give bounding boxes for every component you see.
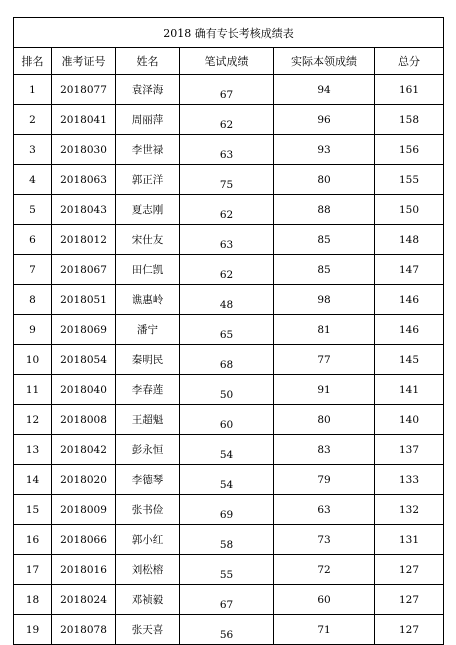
table-row xyxy=(14,495,444,525)
table-row xyxy=(14,105,444,135)
cell-exam-id: 2018051 xyxy=(52,285,116,315)
cell-rank: 9 xyxy=(14,315,52,345)
cell-total-score: 161 xyxy=(375,75,444,105)
cell-name: 秦明民 xyxy=(116,345,180,375)
cell-practical-score: 79 xyxy=(274,465,375,495)
cell-exam-id: 2018042 xyxy=(52,435,116,465)
cell-written-score: 54 xyxy=(180,435,274,465)
cell-name: 周丽萍 xyxy=(116,105,180,135)
cell-practical-score: 73 xyxy=(274,525,375,555)
table-row xyxy=(14,435,444,465)
cell-total-score: 145 xyxy=(375,345,444,375)
cell-practical-score: 98 xyxy=(274,285,375,315)
cell-practical-score: 80 xyxy=(274,405,375,435)
cell-total-score: 133 xyxy=(375,465,444,495)
header-total-score: 总分 xyxy=(375,48,444,75)
cell-total-score: 127 xyxy=(375,585,444,615)
table-row xyxy=(14,165,444,195)
header-practical-score: 实际本领成绩 xyxy=(274,48,375,75)
cell-rank: 16 xyxy=(14,525,52,555)
cell-practical-score: 94 xyxy=(274,75,375,105)
cell-exam-id: 2018030 xyxy=(52,135,116,165)
header-written-score: 笔试成绩 xyxy=(180,48,274,75)
cell-total-score: 137 xyxy=(375,435,444,465)
cell-total-score: 158 xyxy=(375,105,444,135)
cell-total-score: 127 xyxy=(375,555,444,585)
cell-total-score: 131 xyxy=(375,525,444,555)
cell-name: 郭正洋 xyxy=(116,165,180,195)
cell-exam-id: 2018009 xyxy=(52,495,116,525)
cell-total-score: 147 xyxy=(375,255,444,285)
cell-practical-score: 83 xyxy=(274,435,375,465)
cell-exam-id: 2018041 xyxy=(52,105,116,135)
cell-rank: 3 xyxy=(14,135,52,165)
cell-name: 宋仕友 xyxy=(116,225,180,255)
cell-practical-score: 91 xyxy=(274,375,375,405)
cell-rank: 8 xyxy=(14,285,52,315)
cell-total-score: 141 xyxy=(375,375,444,405)
cell-written-score: 54 xyxy=(180,465,274,495)
cell-name: 刘松榕 xyxy=(116,555,180,585)
cell-practical-score: 85 xyxy=(274,225,375,255)
cell-practical-score: 85 xyxy=(274,255,375,285)
cell-practical-score: 96 xyxy=(274,105,375,135)
table-title: 2018 确有专长考核成绩表 xyxy=(14,18,444,48)
cell-written-score: 69 xyxy=(180,495,274,525)
cell-rank: 11 xyxy=(14,375,52,405)
cell-total-score: 148 xyxy=(375,225,444,255)
score-table xyxy=(13,17,444,645)
cell-practical-score: 93 xyxy=(274,135,375,165)
table-row xyxy=(14,225,444,255)
cell-rank: 7 xyxy=(14,255,52,285)
cell-total-score: 140 xyxy=(375,405,444,435)
cell-exam-id: 2018063 xyxy=(52,165,116,195)
cell-name: 李德琴 xyxy=(116,465,180,495)
score-sheet xyxy=(13,17,443,645)
cell-written-score: 60 xyxy=(180,405,274,435)
cell-written-score: 62 xyxy=(180,105,274,135)
cell-total-score: 150 xyxy=(375,195,444,225)
cell-total-score: 146 xyxy=(375,315,444,345)
cell-practical-score: 72 xyxy=(274,555,375,585)
cell-exam-id: 2018016 xyxy=(52,555,116,585)
cell-written-score: 75 xyxy=(180,165,274,195)
cell-written-score: 50 xyxy=(180,375,274,405)
cell-rank: 14 xyxy=(14,465,52,495)
cell-practical-score: 77 xyxy=(274,345,375,375)
cell-name: 田仁凯 xyxy=(116,255,180,285)
cell-exam-id: 2018020 xyxy=(52,465,116,495)
cell-exam-id: 2018043 xyxy=(52,195,116,225)
cell-practical-score: 63 xyxy=(274,495,375,525)
cell-exam-id: 2018024 xyxy=(52,585,116,615)
table-row xyxy=(14,75,444,105)
cell-written-score: 68 xyxy=(180,345,274,375)
cell-total-score: 132 xyxy=(375,495,444,525)
cell-written-score: 56 xyxy=(180,615,274,645)
cell-practical-score: 60 xyxy=(274,585,375,615)
table-title-row xyxy=(14,18,444,48)
cell-written-score: 65 xyxy=(180,315,274,345)
cell-exam-id: 2018054 xyxy=(52,345,116,375)
cell-total-score: 156 xyxy=(375,135,444,165)
cell-exam-id: 2018066 xyxy=(52,525,116,555)
cell-exam-id: 2018067 xyxy=(52,255,116,285)
cell-rank: 15 xyxy=(14,495,52,525)
cell-rank: 6 xyxy=(14,225,52,255)
cell-name: 彭永恒 xyxy=(116,435,180,465)
table-row xyxy=(14,255,444,285)
cell-rank: 12 xyxy=(14,405,52,435)
table-row xyxy=(14,405,444,435)
cell-rank: 18 xyxy=(14,585,52,615)
cell-name: 袁泽海 xyxy=(116,75,180,105)
cell-written-score: 58 xyxy=(180,525,274,555)
cell-name: 谯惠岭 xyxy=(116,285,180,315)
table-header-row xyxy=(14,48,444,75)
cell-written-score: 63 xyxy=(180,225,274,255)
cell-total-score: 155 xyxy=(375,165,444,195)
cell-exam-id: 2018008 xyxy=(52,405,116,435)
cell-rank: 2 xyxy=(14,105,52,135)
cell-rank: 19 xyxy=(14,615,52,645)
cell-name: 郭小红 xyxy=(116,525,180,555)
cell-written-score: 62 xyxy=(180,255,274,285)
header-rank: 排名 xyxy=(14,48,52,75)
cell-rank: 5 xyxy=(14,195,52,225)
cell-written-score: 62 xyxy=(180,195,274,225)
table-row xyxy=(14,195,444,225)
cell-rank: 1 xyxy=(14,75,52,105)
cell-name: 张天喜 xyxy=(116,615,180,645)
cell-written-score: 55 xyxy=(180,555,274,585)
cell-exam-id: 2018077 xyxy=(52,75,116,105)
cell-exam-id: 2018012 xyxy=(52,225,116,255)
cell-name: 张书俭 xyxy=(116,495,180,525)
cell-rank: 10 xyxy=(14,345,52,375)
cell-written-score: 48 xyxy=(180,285,274,315)
cell-name: 王超魁 xyxy=(116,405,180,435)
cell-name: 潘宁 xyxy=(116,315,180,345)
cell-name: 李世禄 xyxy=(116,135,180,165)
table-row xyxy=(14,585,444,615)
cell-exam-id: 2018078 xyxy=(52,615,116,645)
cell-rank: 13 xyxy=(14,435,52,465)
cell-practical-score: 88 xyxy=(274,195,375,225)
cell-written-score: 67 xyxy=(180,585,274,615)
cell-name: 李春莲 xyxy=(116,375,180,405)
cell-total-score: 146 xyxy=(375,285,444,315)
table-row xyxy=(14,555,444,585)
cell-name: 邓祯毅 xyxy=(116,585,180,615)
table-row xyxy=(14,375,444,405)
cell-written-score: 63 xyxy=(180,135,274,165)
cell-total-score: 127 xyxy=(375,615,444,645)
cell-name: 夏志刚 xyxy=(116,195,180,225)
table-row xyxy=(14,345,444,375)
cell-rank: 4 xyxy=(14,165,52,195)
table-row xyxy=(14,315,444,345)
table-row xyxy=(14,525,444,555)
cell-rank: 17 xyxy=(14,555,52,585)
table-row xyxy=(14,615,444,645)
header-name: 姓名 xyxy=(116,48,180,75)
cell-exam-id: 2018069 xyxy=(52,315,116,345)
cell-practical-score: 80 xyxy=(274,165,375,195)
table-row xyxy=(14,135,444,165)
header-exam-id: 准考证号 xyxy=(52,48,116,75)
cell-practical-score: 71 xyxy=(274,615,375,645)
table-row xyxy=(14,285,444,315)
cell-practical-score: 81 xyxy=(274,315,375,345)
cell-exam-id: 2018040 xyxy=(52,375,116,405)
table-row xyxy=(14,465,444,495)
cell-written-score: 67 xyxy=(180,75,274,105)
